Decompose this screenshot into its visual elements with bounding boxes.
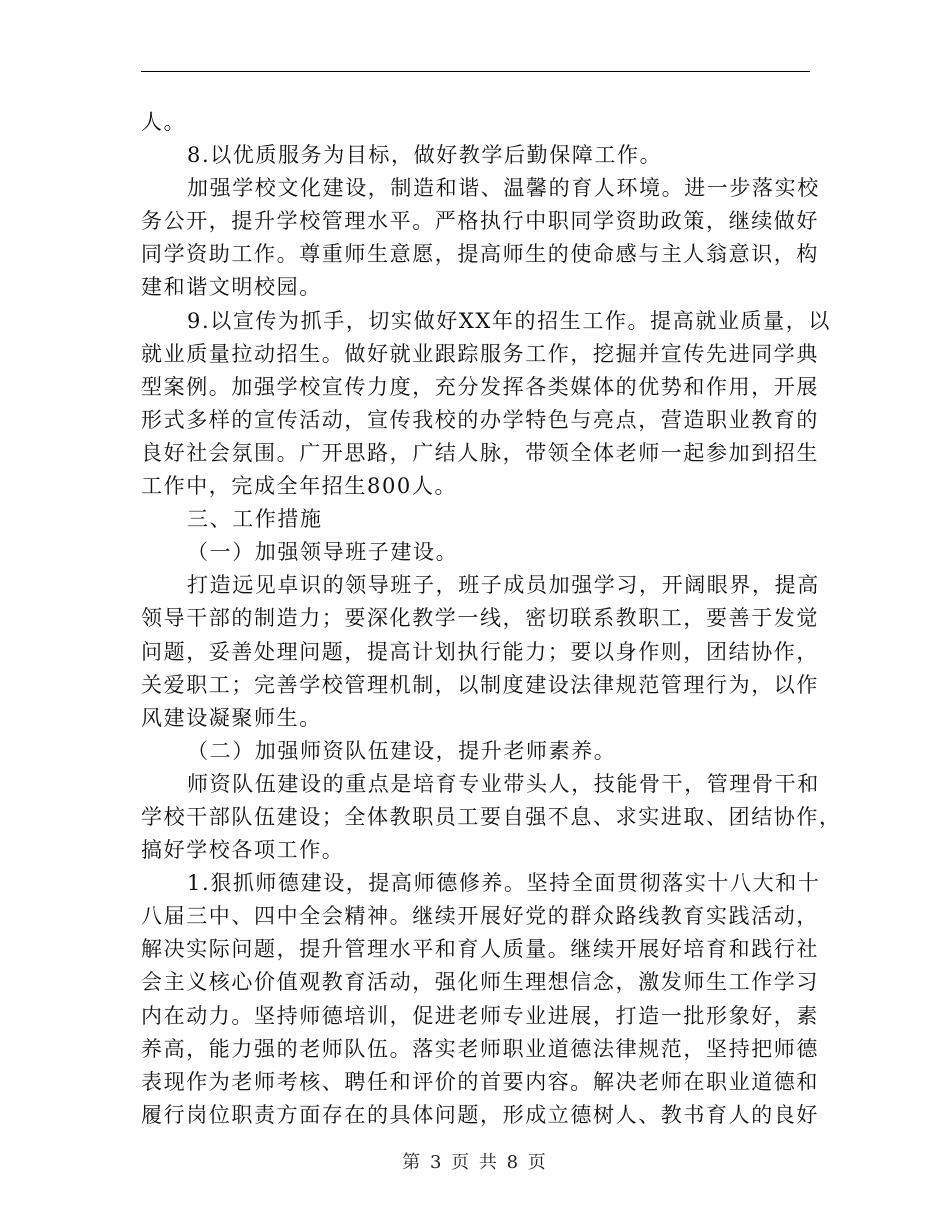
text-line: 形式多样的宣传活动，宣传我校的办学特色与亮点，营造职业教育的 — [141, 407, 819, 432]
text-line: 学校干部队伍建设；全体教职员工要自强不息、求实进取、团结协作， — [141, 804, 842, 829]
text-line: （二）加强师资队伍建设，提升老师素养。 — [187, 738, 617, 763]
text-line: 良好社会氛围。广开思路，广结人脉，带领全体老师一起参加到招生 — [141, 440, 819, 465]
text-line: 同学资助工作。尊重师生意愿，提高师生的使命感与主人翁意识，构 — [141, 242, 819, 267]
text-line: 三、工作措施 — [187, 507, 323, 532]
text-line: 八届三中、四中全会精神。继续开展好党的群众路线教育实践活动， — [141, 904, 819, 929]
text-line: 问题，妥善处理问题，提高计划执行能力；要以身作则，团结协作， — [141, 639, 819, 664]
text-line: 解决实际问题，提升管理水平和育人质量。继续开展好培育和践行社 — [141, 937, 819, 962]
text-line: 养高，能力强的老师队伍。落实老师职业道德法律规范，坚持把师德 — [141, 1036, 819, 1061]
text-line: 风建设凝聚师生。 — [141, 705, 322, 730]
text-line: 内在动力。坚持师德培训，促进老师专业进展，打造一批形象好，素 — [141, 1003, 819, 1028]
text-line: 关爱职工；完善学校管理机制，以制度建设法律规范管理行为，以作 — [141, 672, 819, 697]
text-line: 会主义核心价值观教育活动，强化师生理想信念，激发师生工作学习 — [141, 970, 819, 995]
text-line: 9.以宣传为抓手，切实做好XX年的招生工作。提高就业质量，以 — [187, 308, 831, 333]
text-line: 1.狠抓师德建设，提高师德修养。坚持全面贯彻落实十八大和十 — [187, 871, 821, 896]
text-line: 务公开，提升学校管理水平。严格执行中职同学资助政策，继续做好 — [141, 209, 819, 234]
text-line: 建和谐文明校园。 — [141, 275, 322, 300]
document-body — [141, 106, 842, 1132]
text-line: 履行岗位职责方面存在的具体问题，形成立德树人、教书育人的良好 — [141, 1102, 819, 1127]
text-line: 8.以优质服务为目标，做好教学后勤保障工作。 — [187, 143, 663, 168]
text-line: 搞好学校各项工作。 — [141, 838, 345, 863]
text-line: 人。 — [141, 110, 187, 134]
text-line: 加强学校文化建设，制造和谐、温馨的育人环境。进一步落实校 — [187, 176, 820, 201]
text-line: （一）加强领导班子建设。 — [187, 540, 459, 565]
text-line: 打造远见卓识的领导班子，班子成员加强学习，开阔眼界，提高 — [187, 573, 820, 598]
text-line: 工作中，完成全年招生800人。 — [141, 474, 458, 499]
header-rule — [141, 71, 810, 72]
text-line: 型案例。加强学校宣传力度，充分发挥各类媒体的优势和作用，开展 — [141, 374, 819, 399]
page-number-footer: 第 3 页 共 8 页 — [402, 1152, 548, 1173]
text-line: 就业质量拉动招生。做好就业跟踪服务工作，挖掘并宣传先进同学典 — [141, 341, 819, 366]
text-line: 师资队伍建设的重点是培育专业带头人，技能骨干，管理骨干和 — [187, 771, 820, 796]
text-line: 领导干部的制造力；要深化教学一线，密切联系教职工，要善于发觉 — [141, 606, 819, 631]
text-line: 表现作为老师考核、聘任和评价的首要内容。解决老师在职业道德和 — [141, 1069, 819, 1094]
